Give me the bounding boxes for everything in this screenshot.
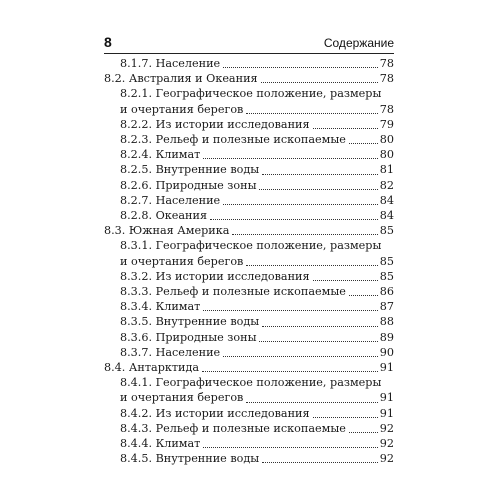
dot-leader: [262, 325, 378, 327]
toc-entry-label: 8.4.5. Внутренние воды: [120, 452, 260, 466]
toc-entry-continuation: [120, 254, 394, 269]
dot-leader: [203, 157, 377, 159]
toc-entry: [104, 162, 394, 177]
header-rule: [104, 53, 394, 54]
toc-entry: [104, 178, 394, 193]
dot-leader: [223, 66, 378, 68]
toc-entry: [104, 360, 394, 375]
toc-entry: [104, 238, 394, 268]
toc-entry-label: 8.3.4. Климат: [120, 300, 201, 314]
toc-entry-label-continued: и очертания берегов: [120, 391, 244, 405]
toc-entry: [104, 71, 394, 86]
toc-page-number: 78: [379, 72, 394, 86]
toc-page-number: 80: [379, 133, 394, 147]
toc-entry: [104, 406, 394, 421]
toc-entry-label: 8.2.7. Население: [120, 193, 221, 207]
dot-leader: [262, 461, 378, 463]
toc-page-number: 80: [379, 148, 394, 162]
dot-leader: [246, 264, 377, 266]
running-title: Содержание: [323, 36, 394, 50]
dot-leader: [210, 218, 378, 220]
toc-entry-label: 8.4.2. Из истории исследования: [120, 406, 310, 420]
dot-leader: [203, 309, 377, 311]
toc-entry: [104, 56, 394, 71]
toc-page-number: 91: [379, 391, 394, 405]
toc-page-number: 78: [379, 57, 394, 70]
toc-page-number: 79: [379, 117, 394, 131]
toc-entry: [104, 375, 394, 405]
toc-entry-label: 8.2.6. Природные зоны: [120, 178, 257, 192]
toc-page-number: 87: [379, 300, 394, 314]
dot-leader: [232, 233, 377, 235]
toc-entry: [104, 193, 394, 208]
dot-leader: [313, 127, 378, 129]
dot-leader: [246, 112, 377, 114]
toc-entry: [104, 208, 394, 223]
toc-entry-label: 8.4. Антарктида: [104, 361, 200, 375]
toc-entry: [104, 86, 394, 116]
toc-page-number: 92: [379, 421, 394, 435]
toc-page-number: 91: [379, 361, 394, 375]
dot-leader: [202, 370, 378, 372]
toc-page-number: 78: [379, 102, 394, 116]
toc-entry-label: 8.4.3. Рельеф и полезные ископаемые: [120, 421, 346, 435]
dot-leader: [262, 173, 378, 175]
toc-page-number: 85: [379, 224, 394, 238]
toc-entry-continuation: [120, 102, 394, 117]
toc-entry-label-continued: и очертания берегов: [120, 254, 244, 268]
toc-entry-label: 8.2.5. Внутренние воды: [120, 163, 260, 177]
toc-entry: [104, 132, 394, 147]
toc-entry: [104, 117, 394, 132]
dot-leader: [259, 340, 377, 342]
toc-entry-continuation: [120, 390, 394, 405]
toc-entry-label-continued: и очертания берегов: [120, 102, 244, 116]
toc-entry: [104, 314, 394, 329]
toc-entry-label: 8.3.7. Население: [120, 345, 221, 359]
toc-entry-label: 8.3.5. Внутренние воды: [120, 315, 260, 329]
toc-page-number: 86: [379, 285, 394, 299]
toc-page-number: 85: [379, 254, 394, 268]
toc-entry-label: 8.2. Австралия и Океания: [104, 72, 258, 86]
toc-page-number: 82: [379, 178, 394, 192]
dot-leader: [313, 416, 378, 418]
toc-entry: [104, 269, 394, 284]
toc-page-number: 90: [379, 345, 394, 359]
toc-entry: [104, 421, 394, 436]
dot-leader: [203, 446, 377, 448]
page-number: 8: [104, 34, 112, 50]
toc-page-number: 84: [379, 209, 394, 223]
toc-entry-label: 8.2.4. Климат: [120, 148, 201, 162]
toc-page-number: 92: [379, 452, 394, 466]
toc-entry-label: 8.3.3. Рельеф и полезные ископаемые: [120, 285, 346, 299]
dot-leader: [246, 401, 377, 403]
dot-leader: [313, 279, 378, 281]
toc-page-number: 84: [379, 193, 394, 207]
toc-entry: [104, 345, 394, 360]
dot-leader: [259, 188, 377, 190]
dot-leader: [349, 142, 378, 144]
toc-page-number: 91: [379, 406, 394, 420]
toc-entry-label: 8.4.1. Географическое положение, размеры: [120, 376, 382, 390]
dot-leader: [349, 294, 378, 296]
toc-entry-label: 8.3.6. Природные зоны: [120, 330, 257, 344]
toc-entry-label: 8.1.7. Население: [120, 57, 221, 70]
dot-leader: [349, 431, 378, 433]
toc-entry: [104, 436, 394, 451]
dot-leader: [261, 81, 378, 83]
toc-page-number: 81: [379, 163, 394, 177]
toc-entry-label: 8.2.2. Из истории исследования: [120, 117, 310, 131]
toc-entry-label: 8.2.3. Рельеф и полезные ископаемые: [120, 133, 346, 147]
toc-entry-label: 8.3.2. Из истории исследования: [120, 269, 310, 283]
table-of-contents: [104, 56, 394, 466]
toc-entry-label: 8.3.1. Географическое положение, размеры: [120, 239, 382, 253]
toc-page-number: 88: [379, 315, 394, 329]
page-header: [104, 34, 394, 50]
toc-entry: [104, 330, 394, 345]
toc-page-number: 92: [379, 437, 394, 451]
toc-page-number: 89: [379, 330, 394, 344]
toc-entry-label: 8.3. Южная Америка: [104, 224, 230, 238]
toc-entry: [104, 147, 394, 162]
dot-leader: [223, 203, 378, 205]
toc-entry: [104, 451, 394, 466]
toc-entry-label: 8.2.1. Географическое положение, размеры: [120, 87, 382, 101]
toc-entry-label: 8.4.4. Климат: [120, 437, 201, 451]
toc-entry: [104, 284, 394, 299]
dot-leader: [223, 355, 378, 357]
toc-entry: [104, 223, 394, 238]
toc-entry: [104, 299, 394, 314]
toc-page-number: 85: [379, 269, 394, 283]
toc-entry-label: 8.2.8. Океания: [120, 209, 208, 223]
